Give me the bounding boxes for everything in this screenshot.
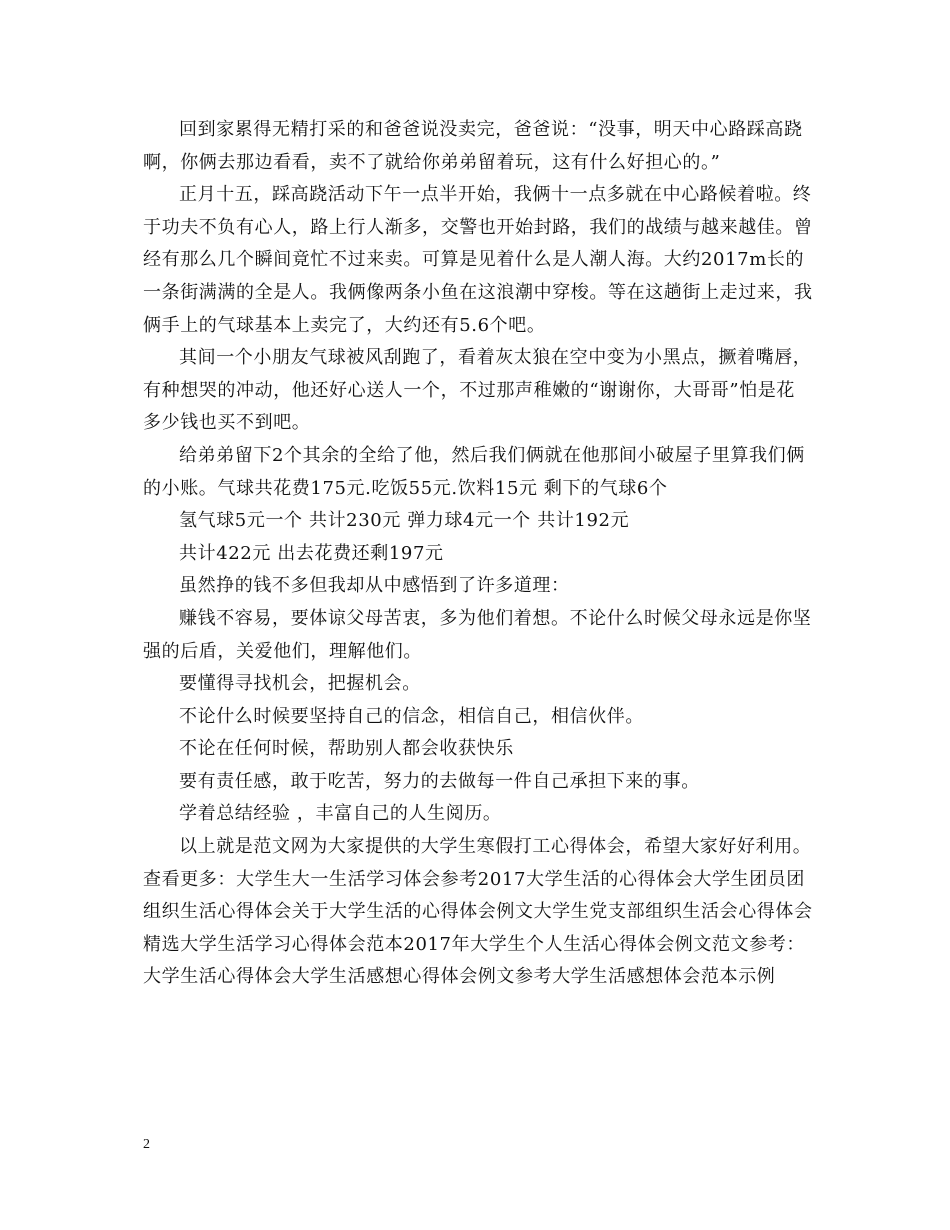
paragraph: 共计422元 出去花费还剩197元 (179, 542, 444, 564)
paragraph: 以上就是范文网为大家提供的大学生寒假打工心得体会，希望大家好好利用。查看更多：大学生大一生活学习体会参考2017大学生活的心得体会大学生团员团组织生活心得体会关于大学生活的心得体会例文大学生党支部组织生活会心得体会精选大学生活学习心得体会范本2017年大学生个人生活心得体会例文范文参考：大学生活心得体会大学生活感想心得体会例文参考大学生活感想体会范本示例 (143, 836, 813, 988)
paragraph: 要懂得寻找机会，把握机会。 (179, 673, 421, 695)
paragraph: 虽然挣的钱不多但我却从中感悟到了许多道理： (179, 575, 570, 597)
paragraph: 赚钱不容易，要体谅父母苦衷，多为他们着想。不论什么时候父母永远是你坚强的后盾，关爱他们，理解他们。 (143, 607, 812, 662)
paragraph: 正月十五，踩高跷活动下午一点半开始，我俩十一点多就在中心路候着啦。终于功夫不负有心人，路上行人渐多，交警也开始封路，我们的战绩与越来越佳。曾经有那么几个瞬间竟忙不过来卖。可算是见着什么是人潮人海。大约2017m长的一条街满满的全是人。我俩像两条小鱼在这浪潮中穿梭。等在这趟街上走过来，我俩手上的气球基本上卖完了，大约还有5.6个吧。 (143, 184, 813, 336)
paragraph: 要有责任感，敢于吃苦，努力的去做每一件自己承担下来的事。 (179, 770, 700, 792)
paragraph: 回到家累得无精打采的和爸爸说没卖完，爸爸说：“没事，明天中心路踩高跷啊，你俩去那边看看，卖不了就给你弟弟留着玩，这有什么好担心的。” (143, 119, 803, 173)
paragraph: 其间一个小朋友气球被风刮跑了，看着灰太狼在空中变为小黑点，撅着嘴唇，有种想哭的冲动，他还好心送人一个，不过那声稚嫩的“谢谢你，大哥哥”怕是花多少钱也买不到吧。 (143, 347, 812, 434)
paragraph: 氢气球5元一个 共计230元 弹力球4元一个 共计192元 (179, 510, 630, 532)
paragraph: 不论什么时候要坚持自己的信念，相信自己，相信伙伴。 (179, 705, 644, 727)
paragraph: 学着总结经验 ，丰富自己的人生阅历。 (179, 803, 502, 825)
page-number: 2 (143, 1137, 150, 1152)
body-text (143, 114, 813, 994)
paragraph: 不论在任何时候，帮助别人都会收获快乐 (179, 738, 514, 760)
paragraph: 给弟弟留下2个其余的全给了他，然后我们俩就在他那间小破屋子里算我们俩的小账。气球共花费175元.吃饭55元.饮料15元 剩下的气球6个 (143, 444, 805, 499)
